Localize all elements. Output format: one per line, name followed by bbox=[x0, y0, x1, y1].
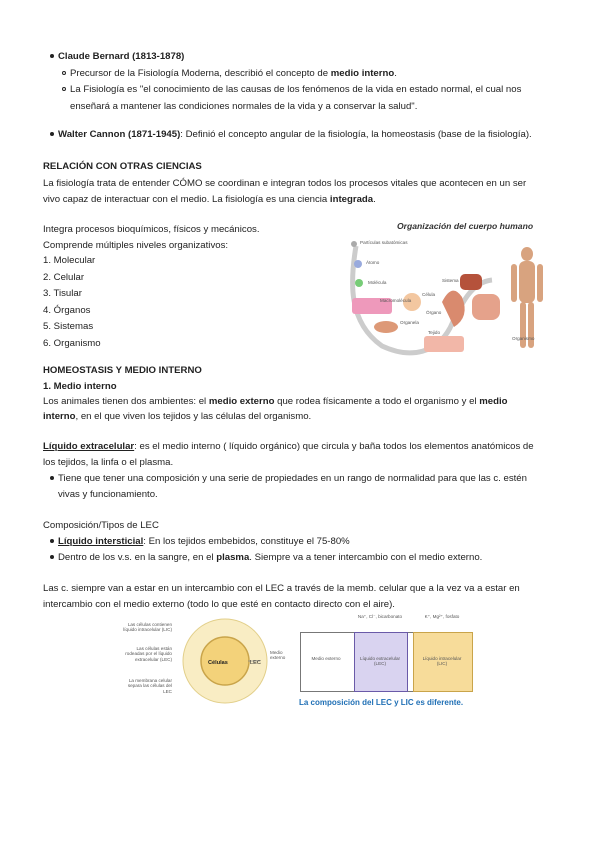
cell-note-1: Las células contienen líquido intracelular (LIC) bbox=[123, 622, 172, 633]
list-item: 3. Tisular bbox=[43, 288, 82, 299]
cannon-text: : Definió el concepto angular de la fisiología, la homeostasis (base de la fisiología). bbox=[180, 129, 532, 140]
organelle-shape bbox=[374, 321, 398, 333]
bullet-dot bbox=[50, 476, 54, 480]
composicion-b1-text: : En los tejidos embebidos, constituye el 75-80% bbox=[143, 536, 350, 547]
composicion-bullet1 bbox=[50, 534, 350, 551]
levels-list bbox=[43, 253, 101, 352]
p1-text-c: que rodea físicamente a todo el organismo y el bbox=[274, 396, 480, 407]
intestine-shape bbox=[472, 294, 500, 320]
arm-shape bbox=[511, 264, 517, 302]
figure-caption: La composición del LEC y LIC es diferente. bbox=[299, 698, 464, 707]
bullet-dot bbox=[50, 54, 54, 58]
org-label: Sistema bbox=[442, 278, 459, 283]
p1-bold-d: medio bbox=[479, 396, 508, 407]
box-medio-label: Medio externo bbox=[311, 656, 341, 661]
organ-shape bbox=[442, 291, 465, 327]
plasma-term: plasma bbox=[216, 552, 250, 563]
composicion-b2-text: Dentro de los v.s. en la sangre, en el bbox=[58, 552, 217, 563]
org-label: Molécula bbox=[368, 280, 387, 285]
arm-shape bbox=[537, 264, 543, 302]
relacion-line2-text: vivo capaz de interactuar con el medio. La fisiología es una ciencia bbox=[43, 194, 330, 205]
torso-shape bbox=[519, 261, 535, 303]
composicion-bullet2 bbox=[50, 550, 482, 567]
box-lic-label: Líquido intracelular (LIC) bbox=[422, 656, 462, 667]
bernard-bullet bbox=[50, 49, 184, 66]
bullet-dot bbox=[50, 555, 54, 559]
organization-figure bbox=[342, 218, 557, 358]
org-label: Macromolécula bbox=[380, 298, 412, 303]
bernard-name: Claude Bernard (1813-1878) bbox=[58, 51, 185, 62]
org-label: Organismo bbox=[512, 336, 535, 341]
bernard-sub1-bold: medio interno bbox=[330, 68, 395, 79]
intercambio-line1: Las c. siempre van a estar en un intercambio con el LEC a través de la memb. celular que a la vez va a estar en bbox=[43, 583, 520, 594]
bernard-sub2-line2: enseñará a mantener las condiciones normales de la vida y a conservar la salud". bbox=[70, 101, 418, 112]
cells-label: Células bbox=[208, 660, 228, 666]
org-label: Órgano bbox=[426, 310, 442, 315]
bullet-dot bbox=[50, 539, 54, 543]
lec-bullet-line1 bbox=[50, 471, 558, 488]
list-item: 5. Sistemas bbox=[43, 321, 94, 332]
box-lec-label: Líquido extracelular (LEC) bbox=[359, 656, 401, 667]
cell-lec-figure bbox=[120, 614, 295, 709]
bullet-ring bbox=[62, 71, 66, 75]
cannon-name: Walter Cannon (1871-1945) bbox=[58, 129, 181, 140]
p1-bold-b: medio externo bbox=[208, 396, 275, 407]
list-item: 2. Celular bbox=[43, 271, 85, 283]
composition-figure bbox=[298, 612, 478, 712]
composicion-b2-end: . Siempre va a tener intercambio con el medio externo. bbox=[249, 552, 483, 563]
list-item: 1. Molecular bbox=[43, 255, 96, 266]
cannon-bullet bbox=[50, 127, 532, 144]
relacion-line2 bbox=[43, 192, 376, 209]
lec-ions-label: Na⁺, Cl⁻, bicarbonato bbox=[357, 614, 403, 619]
lec-bullet-text: Tiene que tener una composición y una serie de propiedades en un rango de normalidad para que las c. estén bbox=[58, 473, 527, 484]
intercambio-line2: intercambio con el medio externo (todo lo que esté en contacto directo con el aire). bbox=[43, 599, 395, 610]
relacion-line2-bold: integrada bbox=[329, 194, 374, 205]
integra-line2: Comprende múltiples niveles organizativos: bbox=[43, 240, 229, 251]
lec-label: LEC bbox=[250, 660, 261, 666]
lec-term: Líquido extracelular bbox=[43, 441, 135, 452]
relacion-heading: RELACIÓN CON OTRAS CIENCIAS bbox=[43, 161, 202, 172]
org-label: Organela bbox=[400, 320, 419, 325]
intersticial-term: Líquido intersticial bbox=[58, 536, 144, 547]
lec-def-a: : es el medio interno ( líquido orgánico) que circula y baña todos los elementos anatómicos de bbox=[134, 441, 534, 452]
list-item: 4. Órganos bbox=[43, 304, 91, 316]
relacion-line2-end: . bbox=[373, 194, 376, 205]
bernard-sub2-line1: La Fisiología es "el conocimiento de las causas de los fenómenos de la vida en estado normal, el cual nos bbox=[70, 84, 522, 95]
head-shape bbox=[521, 247, 533, 261]
org-label: Partículas subatómicas bbox=[360, 240, 408, 245]
homeostasis-heading: HOMEOSTASIS Y MEDIO INTERNO bbox=[43, 365, 202, 376]
bullet-dot bbox=[50, 132, 54, 136]
composicion-heading: Composición/Tipos de LEC bbox=[43, 520, 159, 531]
org-label: Célula bbox=[422, 292, 436, 297]
bernard-sub1 bbox=[62, 66, 397, 83]
lec-definition-line2: los tejidos, la linfa o el plasma. bbox=[43, 457, 174, 468]
molecule-shape bbox=[355, 279, 363, 287]
org-label: Tejido bbox=[428, 330, 441, 335]
medio-interno-heading: 1. Medio interno bbox=[43, 381, 117, 392]
cell-note-2: Las células están rodeadas por el líquido extracelular (LEC) bbox=[125, 646, 172, 662]
list-item: 6. Organismo bbox=[43, 337, 101, 349]
p1-bold-e: interno bbox=[43, 411, 76, 422]
bernard-sub1-text: Precursor de la Fisiología Moderna, describió el concepto de bbox=[70, 68, 331, 79]
cell-note-3: La membrana celular separa las células del LEC bbox=[127, 678, 172, 694]
homeostasis-p1-line2 bbox=[43, 409, 311, 426]
medio-label: Medio externo bbox=[270, 650, 286, 661]
org-label: Átomo bbox=[366, 260, 380, 265]
bernard-sub2 bbox=[62, 82, 557, 99]
bullet-ring bbox=[62, 87, 66, 91]
p1-text-f: , en el que viven los tejidos y las células del organismo. bbox=[75, 411, 312, 422]
lic-ions-label: K⁺, Mg²⁺, fosfato bbox=[424, 614, 460, 619]
atom-shape bbox=[354, 260, 362, 268]
particles-shape bbox=[351, 241, 357, 247]
liver-shape bbox=[460, 274, 482, 290]
lec-definition-line1 bbox=[43, 439, 558, 456]
bernard-sub1-end: . bbox=[394, 68, 397, 79]
integra-line1: Integra procesos bioquímicos, físicos y mecánicos. bbox=[43, 224, 260, 235]
relacion-line1: La fisiología trata de entender CÓMO se coordinan e integran todos los procesos vitales que acontecen en un ser bbox=[43, 178, 527, 189]
tissue-shape bbox=[424, 336, 464, 352]
org-figure-title: Organización del cuerpo humano bbox=[397, 221, 534, 231]
lec-bullet-line2: vivas y funcionamiento. bbox=[58, 489, 158, 500]
p1-text-a: Los animales tienen dos ambientes: el bbox=[43, 396, 209, 407]
